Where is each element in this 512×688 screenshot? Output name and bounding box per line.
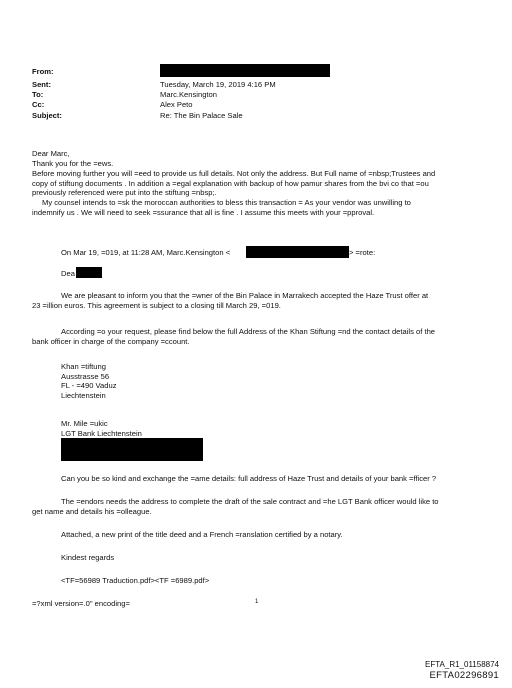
to-value: Marc.Kensington — [160, 90, 217, 99]
address-line: Khan =tiftung — [61, 362, 106, 371]
quoted-paragraph-3: Can you be so kind and exchange the =ame details: full address of Haze Trust and details of your bank =fficer ? — [61, 474, 437, 483]
redacted-officer-details — [61, 438, 203, 461]
address-line: Liechtenstein — [61, 390, 106, 400]
kindest-regards: Kindest regards — [61, 553, 115, 562]
quoted-dear: Dea — [61, 269, 75, 278]
quoted-p4-line: get name and details his =olleague. — [32, 506, 152, 516]
quoted-paragraph-1 — [32, 291, 428, 310]
subject-value: Re: The Bin Palace Sale — [160, 111, 243, 120]
body-paragraph-2 — [32, 198, 411, 217]
page-number: 1 — [255, 599, 259, 605]
body-p2-line: indemnify us . We will need to seek =ssurance that all is fine . I assume this meets with your =pproval. — [32, 207, 375, 217]
quoted-p2-line: According =o your request, please find below the full Address of the Khan Stiftung =nd the contact details of the — [61, 327, 436, 336]
cc-label: Cc: — [32, 100, 45, 109]
body-paragraph-1 — [32, 169, 435, 198]
quoted-p1-line: 23 =illion euros. This agreement is subject to a closing till March 29, =019. — [32, 300, 281, 310]
address-line: FL - =490 Vaduz — [61, 381, 117, 391]
quoted-on-line: On Mar 19, =019, at 11:28 AM, Marc.Kensington < — [61, 248, 231, 257]
thanks-line: Thank you for the =ews. — [32, 159, 114, 168]
redacted-name — [76, 267, 102, 278]
address-line: Ausstrasse 56 — [61, 371, 110, 381]
quoted-p1-line: We are pleasant to inform you that the =wner of the Bin Palace in Marrakech accepted the Haze Trust offer at — [61, 291, 429, 300]
cc-value: Alex Peto — [160, 100, 193, 109]
from-label: From: — [32, 67, 54, 76]
quoted-p4-line: The =endors needs the address to complete the draft of the sale contract and =he LGT Bank officer would like to — [61, 497, 439, 506]
redacted-from — [160, 64, 330, 77]
body-p1-line: copy of stiftung documents . In addition a =egal explanation with backup of how pamur shares from the bvi co that =ou — [32, 178, 429, 188]
body-p1-line: Before moving further you will =eed to provide us full details. Not only the address. But Full name of =nbsp;Trustees and — [32, 169, 436, 178]
body-p2-line: My counsel intends to =sk the moroccan authorities to bless this transaction = As your vendor was unwilling to — [42, 198, 411, 207]
redacted-email — [246, 246, 349, 258]
officer-line: LGT Bank Liechtenstein — [61, 428, 142, 438]
quoted-on-line-end: > =rote: — [349, 248, 376, 257]
to-label: To: — [32, 90, 44, 99]
attachments-line: <TF=56989 Traduction.pdf><TF =6989.pdf> — [61, 576, 210, 585]
subject-label: Subject: — [32, 111, 62, 120]
sent-label: Sent: — [32, 80, 51, 89]
quoted-paragraph-4 — [32, 497, 439, 516]
bates-number-2: EFTA02296891 — [429, 670, 499, 681]
stiftung-address — [61, 362, 117, 400]
officer-line: Mr. Mile =ukic — [61, 419, 108, 428]
body-p1-line: previously referenced were put into the stiftung =nbsp;. — [32, 188, 217, 198]
bates-number-1: EFTA_R1_01158874 — [425, 660, 499, 669]
quoted-p2-line: bank officer in charge of the company =ccount. — [32, 336, 190, 346]
quoted-paragraph-2 — [32, 327, 435, 346]
sent-value: Tuesday, March 19, 2019 4:16 PM — [160, 80, 276, 89]
quoted-paragraph-5: Attached, a new print of the title deed and a French =ranslation certified by a notary. — [61, 530, 343, 539]
greeting: Dear Marc, — [32, 149, 70, 158]
bank-officer — [61, 419, 142, 438]
xml-line: =?xml version=.0" encoding= — [32, 599, 130, 608]
